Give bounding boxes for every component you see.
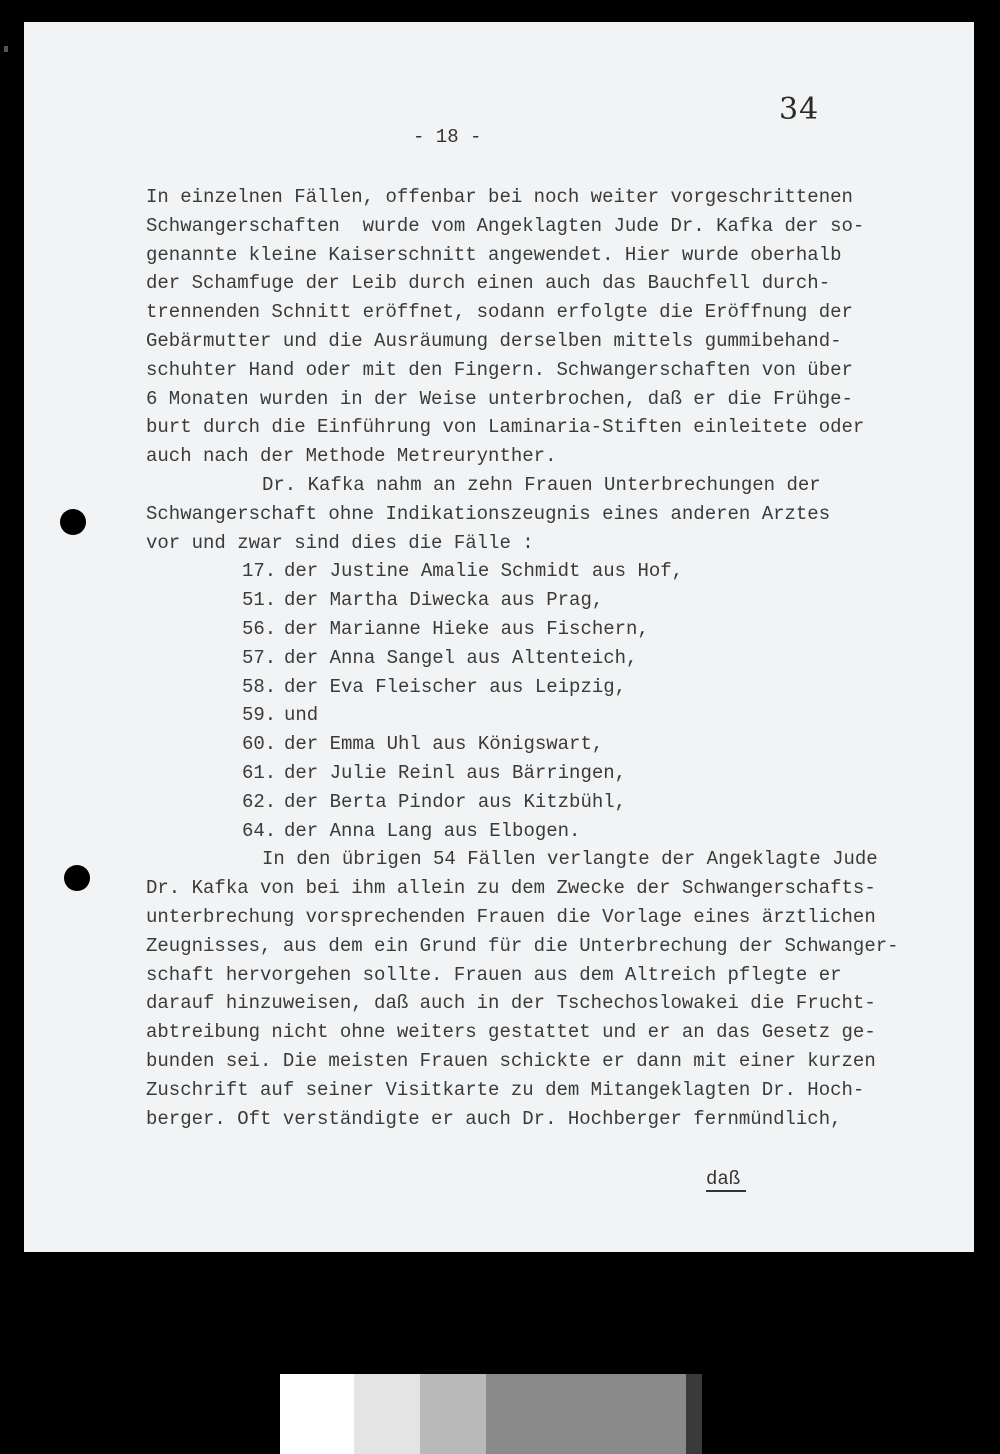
color-calibration-patch — [280, 1374, 354, 1454]
text-line: Zuschrift auf seiner Visitkarte zu dem Mitangeklagten Dr. Hoch- — [146, 1078, 865, 1101]
case-text: der Emma Uhl aus Königswart, — [284, 733, 604, 756]
case-number: 60. — [242, 733, 277, 756]
case-list — [146, 557, 936, 845]
case-number: 58. — [242, 675, 277, 698]
text-line: vor und zwar sind dies die Fälle : — [146, 531, 534, 554]
paragraph-2 — [146, 471, 936, 557]
text-line: Dr. Kafka von bei ihm allein zu dem Zwecke der Schwangerschafts- — [146, 877, 876, 900]
list-item — [146, 644, 936, 673]
list-item — [146, 615, 936, 644]
punch-hole — [60, 509, 86, 535]
case-number: 57. — [242, 646, 277, 669]
text-line: genannte kleine Kaiserschnitt angewendet. Hier wurde oberhalb — [146, 243, 842, 266]
case-text: der Berta Pindor aus Kitzbühl, — [284, 790, 627, 813]
text-line: Schwangerschaften wurde vom Angeklagten Jude Dr. Kafka der so- — [146, 214, 865, 237]
text-line: schuhter Hand oder mit den Fingern. Schwangerschaften von über — [146, 358, 853, 381]
catchword: daß — [706, 1168, 746, 1192]
color-calibration-patch — [486, 1374, 686, 1454]
color-calibration-patch — [354, 1374, 420, 1454]
case-text: der Eva Fleischer aus Leipzig, — [284, 675, 627, 698]
list-item — [146, 817, 936, 846]
case-text: der Anna Sangel aus Altenteich, — [284, 646, 638, 669]
text-line: In den übrigen 54 Fällen verlangte der Angeklagte Jude — [262, 848, 878, 871]
case-number: 64. — [242, 819, 277, 842]
case-number: 59. — [242, 704, 277, 727]
list-item — [146, 759, 936, 788]
case-text: der Martha Diwecka aus Prag, — [284, 589, 604, 612]
text-line: 6 Monaten wurden in der Weise unterbrochen, daß er die Frühge- — [146, 387, 853, 410]
list-item — [146, 557, 936, 586]
case-number: 51. — [242, 589, 277, 612]
text-line: abtreibung nicht ohne weiters gestattet und er an das Gesetz ge- — [146, 1021, 876, 1044]
text-line: Gebärmutter und die Ausräumung derselben mittels gummibehand- — [146, 329, 842, 352]
text-line: darauf hinzuweisen, daß auch in der Tschechoslowakei die Frucht- — [146, 992, 876, 1015]
case-text: und — [284, 704, 319, 727]
text-line: unterbrechung vorsprechenden Frauen die Vorlage eines ärztlichen — [146, 905, 876, 928]
case-number: 56. — [242, 617, 277, 640]
list-item — [146, 730, 936, 759]
case-text: der Marianne Hieke aus Fischern, — [284, 617, 649, 640]
text-line: auch nach der Methode Metreurynther. — [146, 445, 557, 468]
text-line: burt durch die Einführung von Laminaria-Stiften einleitete oder — [146, 416, 865, 439]
case-number: 17. — [242, 560, 277, 583]
punch-hole — [64, 865, 90, 891]
folio-number: 34 — [779, 92, 820, 127]
case-number: 61. — [242, 761, 277, 784]
color-calibration-patch — [686, 1374, 702, 1454]
page-number: - 18 - — [413, 126, 482, 148]
text-line: bunden sei. Die meisten Frauen schickte er dann mit einer kurzen — [146, 1049, 876, 1072]
paragraph-3 — [146, 845, 936, 1133]
text-line: Schwangerschaft ohne Indikationszeugnis eines anderen Arztes — [146, 502, 831, 525]
text-line: Dr. Kafka nahm an zehn Frauen Unterbrechungen der — [262, 473, 821, 496]
text-line: schaft hervorgehen sollte. Frauen aus dem Altreich pflegte er — [146, 963, 842, 986]
document-body — [146, 183, 936, 1133]
text-line: In einzelnen Fällen, offenbar bei noch weiter vorgeschrittenen — [146, 186, 853, 208]
scan-mark — [4, 46, 8, 52]
case-number: 62. — [242, 790, 277, 813]
list-item — [146, 673, 936, 702]
case-text: der Justine Amalie Schmidt aus Hof, — [284, 560, 684, 583]
text-line: der Schamfuge der Leib durch einen auch das Bauchfell durch- — [146, 272, 831, 295]
list-item — [146, 586, 936, 615]
text-line: berger. Oft verständigte er auch Dr. Hochberger fernmündlich, — [146, 1107, 842, 1130]
text-line: Zeugnisses, aus dem ein Grund für die Unterbrechung der Schwanger- — [146, 934, 899, 957]
list-item — [146, 701, 936, 730]
paragraph-1 — [146, 183, 936, 471]
case-text: der Julie Reinl aus Bärringen, — [284, 761, 627, 784]
text-line: trennenden Schnitt eröffnet, sodann erfolgte die Eröffnung der — [146, 301, 853, 324]
case-text: der Anna Lang aus Elbogen. — [284, 819, 581, 842]
list-item — [146, 788, 936, 817]
color-calibration-patch — [420, 1374, 486, 1454]
